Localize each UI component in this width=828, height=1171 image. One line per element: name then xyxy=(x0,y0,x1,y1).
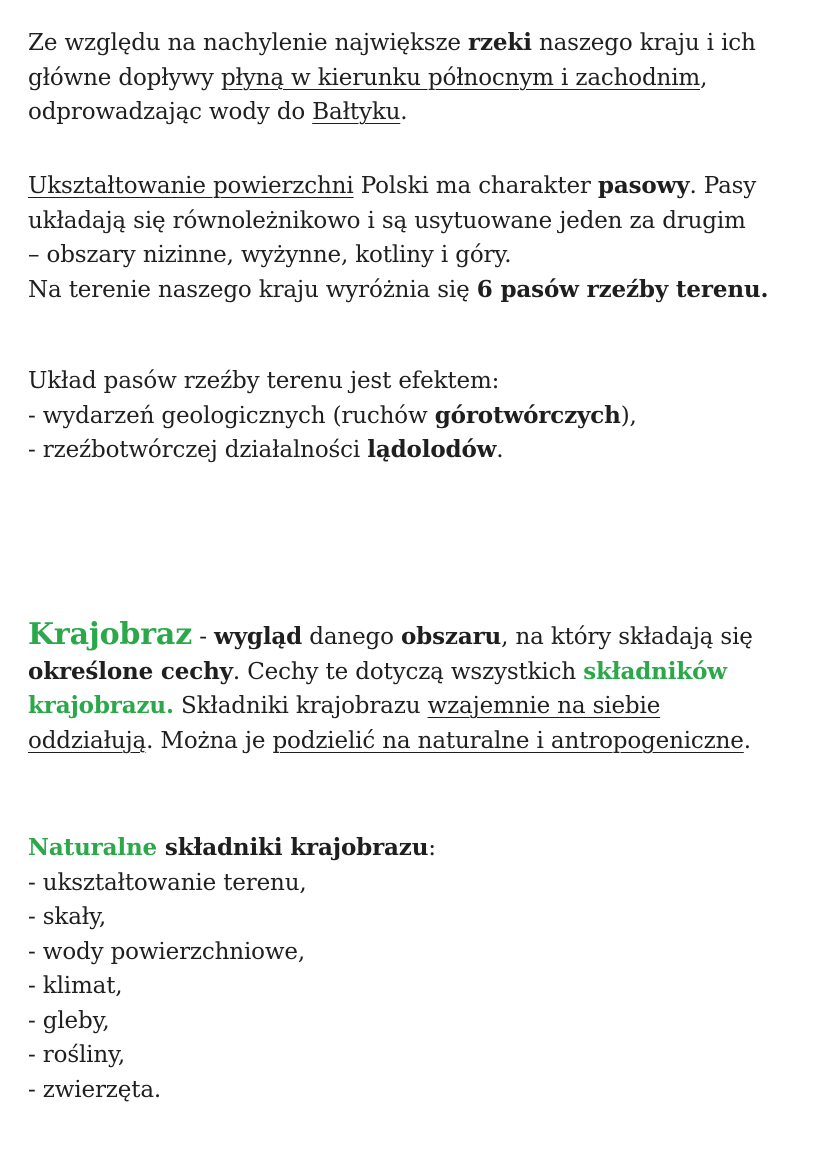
text-span: . Cechy te dotyczą wszystkich xyxy=(232,658,584,685)
text-span: naszego kraju i ich xyxy=(531,30,756,56)
bold-term-pasowy: pasowy xyxy=(597,172,690,199)
text-span: . xyxy=(743,727,751,754)
text-line xyxy=(28,724,753,759)
list-item: - skały, xyxy=(28,904,107,930)
rivers-paragraph xyxy=(28,26,756,130)
text-line xyxy=(28,273,768,308)
bold-term: wygląd xyxy=(214,623,303,650)
list-item: - klimat, xyxy=(28,973,123,999)
text-span: główne dopływy xyxy=(28,64,221,91)
text-span: Polski ma charakter xyxy=(353,173,598,199)
text-span: - xyxy=(192,624,215,650)
bold-phrase: 6 pasów rzeźby terenu. xyxy=(476,275,769,303)
underlined-term-baltyk: Bałtyku xyxy=(312,99,401,125)
list-item xyxy=(28,433,637,468)
text-span: . Można je xyxy=(146,727,273,754)
text-span: , xyxy=(700,64,708,91)
list-item: - zwierzęta. xyxy=(28,1076,162,1103)
term-krajobraz-heading: Krajobraz xyxy=(28,617,193,652)
list-item: - gleby, xyxy=(28,1007,110,1034)
list-item xyxy=(28,399,637,434)
underlined-phrase: oddziałują xyxy=(28,727,147,754)
text-span: ), xyxy=(620,402,637,429)
list-item: - rośliny, xyxy=(28,1042,126,1068)
text-span: . xyxy=(496,437,504,463)
bold-phrase: składniki krajobrazu xyxy=(157,834,429,861)
section-heading xyxy=(28,831,436,866)
green-bold-term: krajobrazu. xyxy=(28,692,174,719)
text-line xyxy=(28,95,756,130)
text-line: układają się równoleżnikowo i są usytuowane jeden za drugim xyxy=(28,207,746,234)
relief-causes-paragraph xyxy=(28,364,637,468)
text-line xyxy=(28,655,753,690)
bold-term-rzeki: rzeki xyxy=(468,29,532,56)
text-line xyxy=(28,61,756,96)
text-line xyxy=(28,689,753,724)
text-span: odprowadzając wody do xyxy=(28,99,313,125)
text-span: - rzeźbotwórczej działalności xyxy=(28,437,368,463)
text-span: Składniki krajobrazu xyxy=(173,693,428,719)
text-span: . xyxy=(400,99,408,125)
text-line xyxy=(28,26,756,61)
bold-phrase: określone cechy xyxy=(28,657,233,685)
text-line xyxy=(28,169,768,204)
bold-term: lądolodów xyxy=(367,436,497,463)
text-span: , na który składają się xyxy=(501,624,753,650)
text-span: Ze względu na nachylenie największe xyxy=(28,30,469,56)
underlined-phrase: Ukształtowanie powierzchni xyxy=(28,173,354,199)
text-span: danego xyxy=(302,624,401,650)
green-bold-term: Naturalne xyxy=(28,834,158,861)
text-span: - wydarzeń geologicznych (ruchów xyxy=(28,402,435,429)
underlined-phrase: płyną w kierunku północnym i zachodnim xyxy=(220,64,701,91)
bold-term: obszaru xyxy=(400,623,502,650)
list-item: - wody powierzchniowe, xyxy=(28,938,306,965)
green-bold-term: składników xyxy=(583,657,727,685)
text-line: Układ pasów rzeźby terenu jest efektem: xyxy=(28,368,500,394)
bold-term: górotwórczych xyxy=(434,401,621,429)
landscape-definition-paragraph xyxy=(28,618,753,758)
underlined-phrase: podzielić na naturalne i antropogeniczne xyxy=(272,727,744,754)
underlined-phrase: wzajemnie na siebie xyxy=(427,693,661,719)
text-span: : xyxy=(428,835,436,861)
relief-paragraph xyxy=(28,169,768,307)
text-line: – obszary nizinne, wyżynne, kotliny i góry. xyxy=(28,242,512,268)
text-span: . Pasy xyxy=(689,173,757,199)
text-span: Na terenie naszego kraju wyróżnia się xyxy=(28,276,477,303)
text-line xyxy=(28,618,753,655)
natural-components-section xyxy=(28,831,436,1107)
list-item: - ukształtowanie terenu, xyxy=(28,869,307,896)
